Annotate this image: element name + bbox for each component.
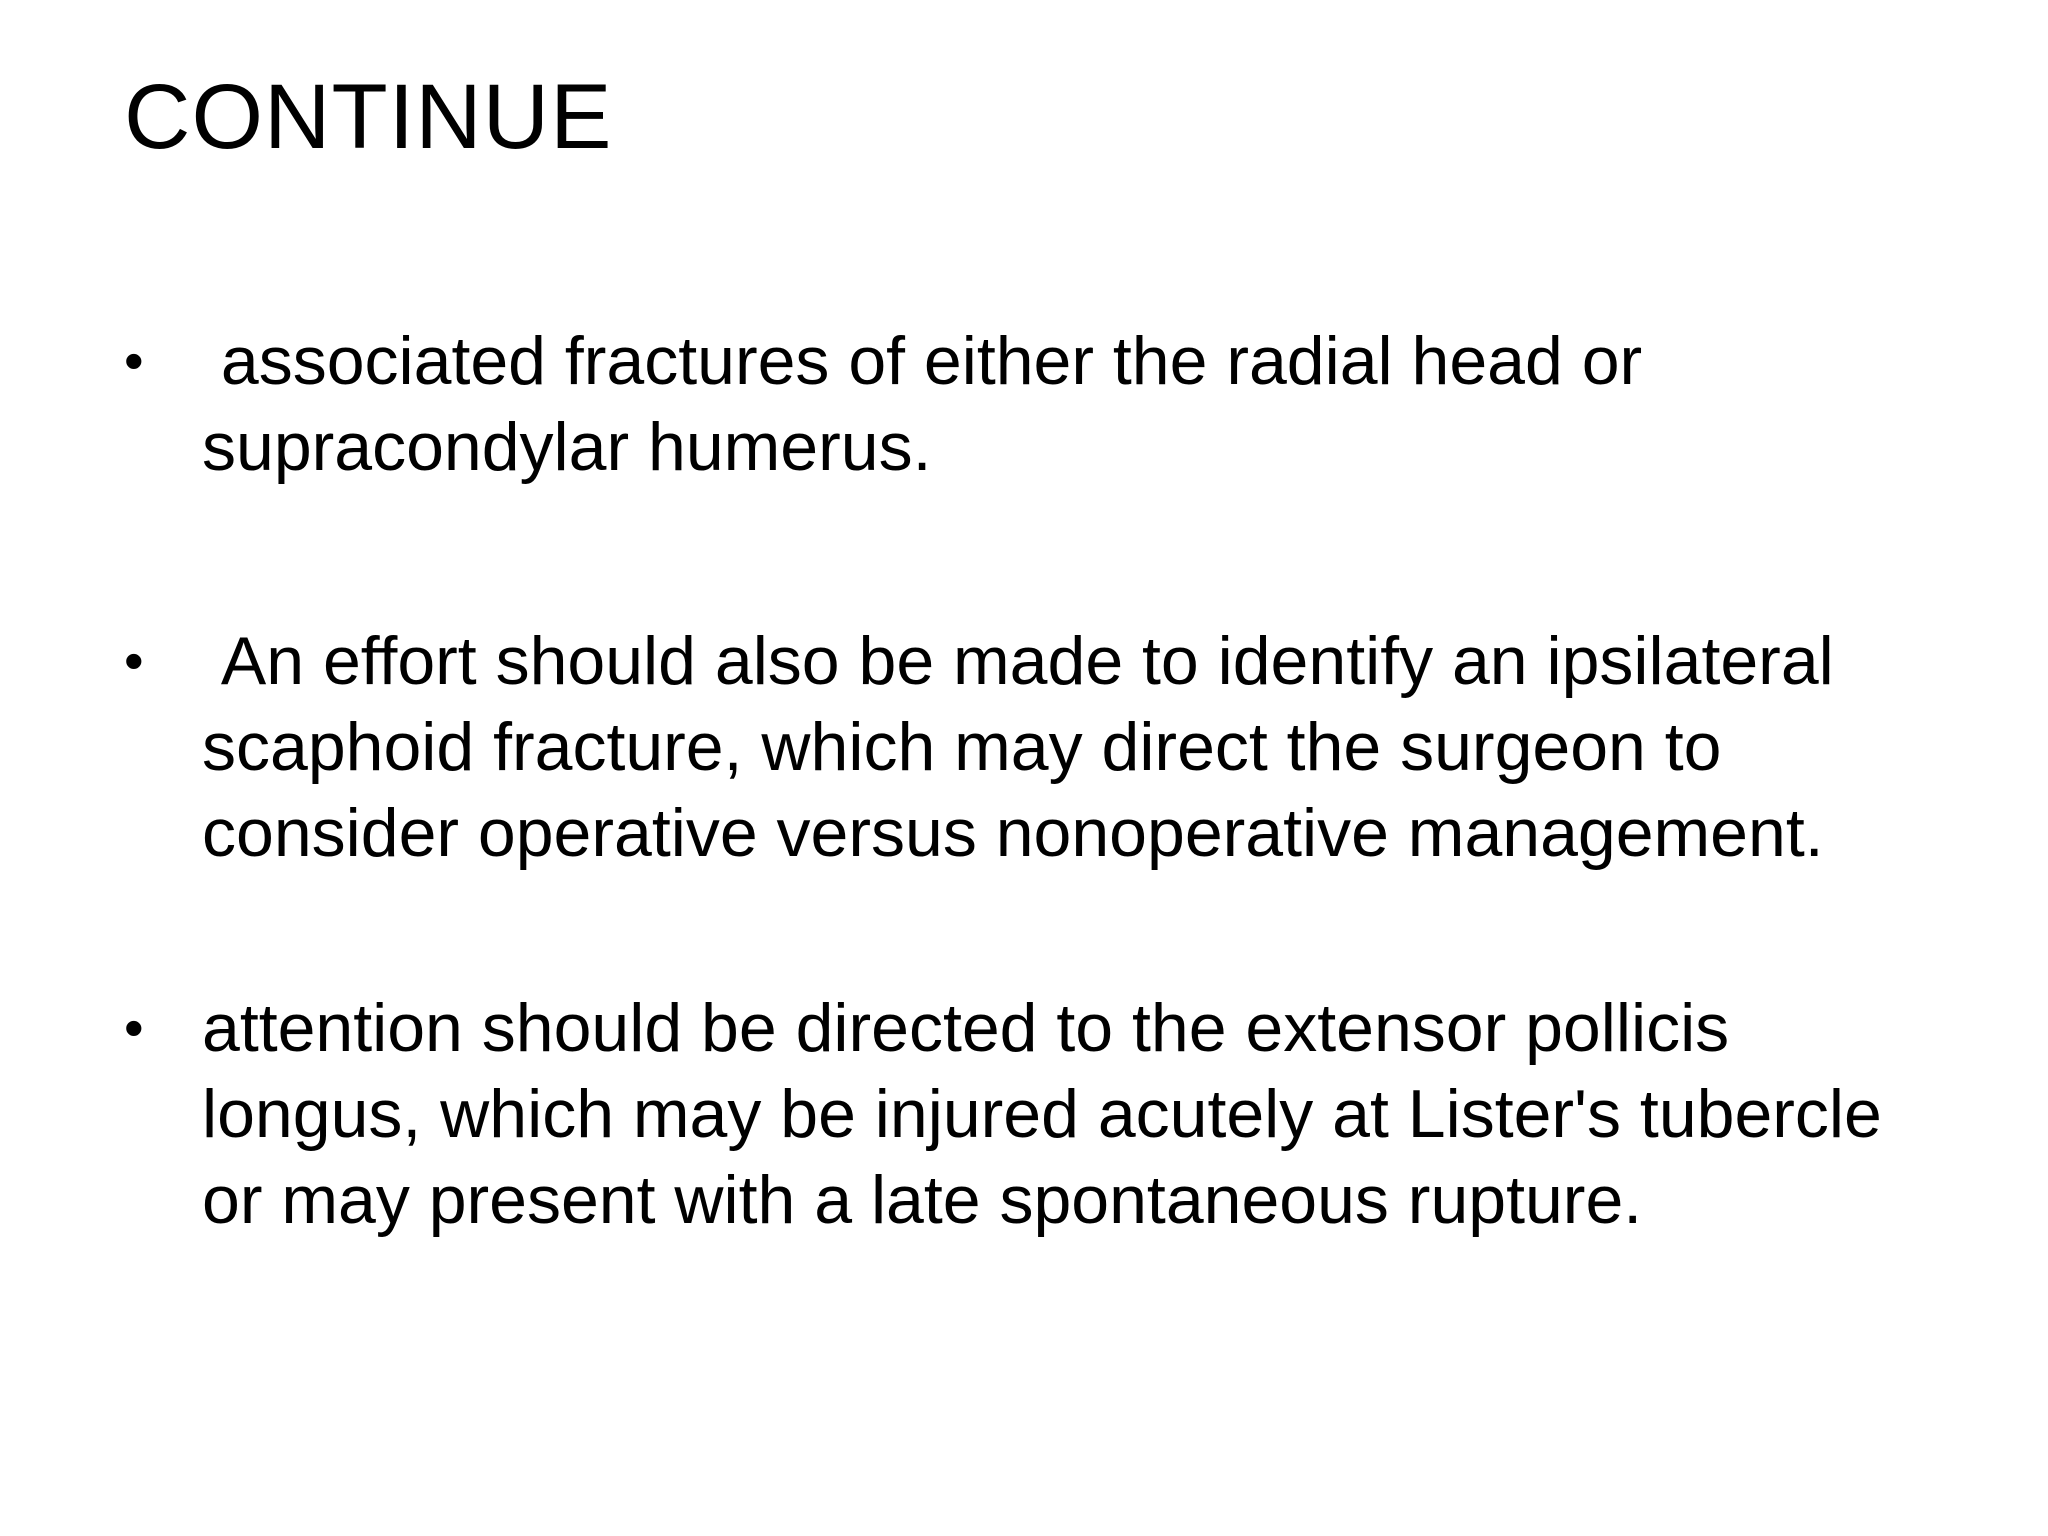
bullet-item: [124, 318, 1914, 490]
bullet-text: associated fractures of either the radial head or supracondylar humerus.: [202, 323, 1662, 485]
bullet-dot-icon: •: [124, 329, 144, 392]
bullet-dot-icon: •: [124, 996, 144, 1059]
bullet-text: attention should be directed to the extensor pollicis longus, which may be injured acutely at Lister's tubercle or may present with a late spontaneous rupture.: [202, 990, 1901, 1238]
bullet-dot-icon: •: [124, 629, 144, 692]
bullet-item: [124, 618, 1914, 876]
bullet-text: An effort should also be made to identify an ipsilateral scaphoid fracture, which may direct the surgeon to consider operative versus nonoperative management.: [202, 623, 1853, 871]
bullet-item: [124, 985, 1914, 1243]
slide-title: CONTINUE: [124, 66, 613, 168]
